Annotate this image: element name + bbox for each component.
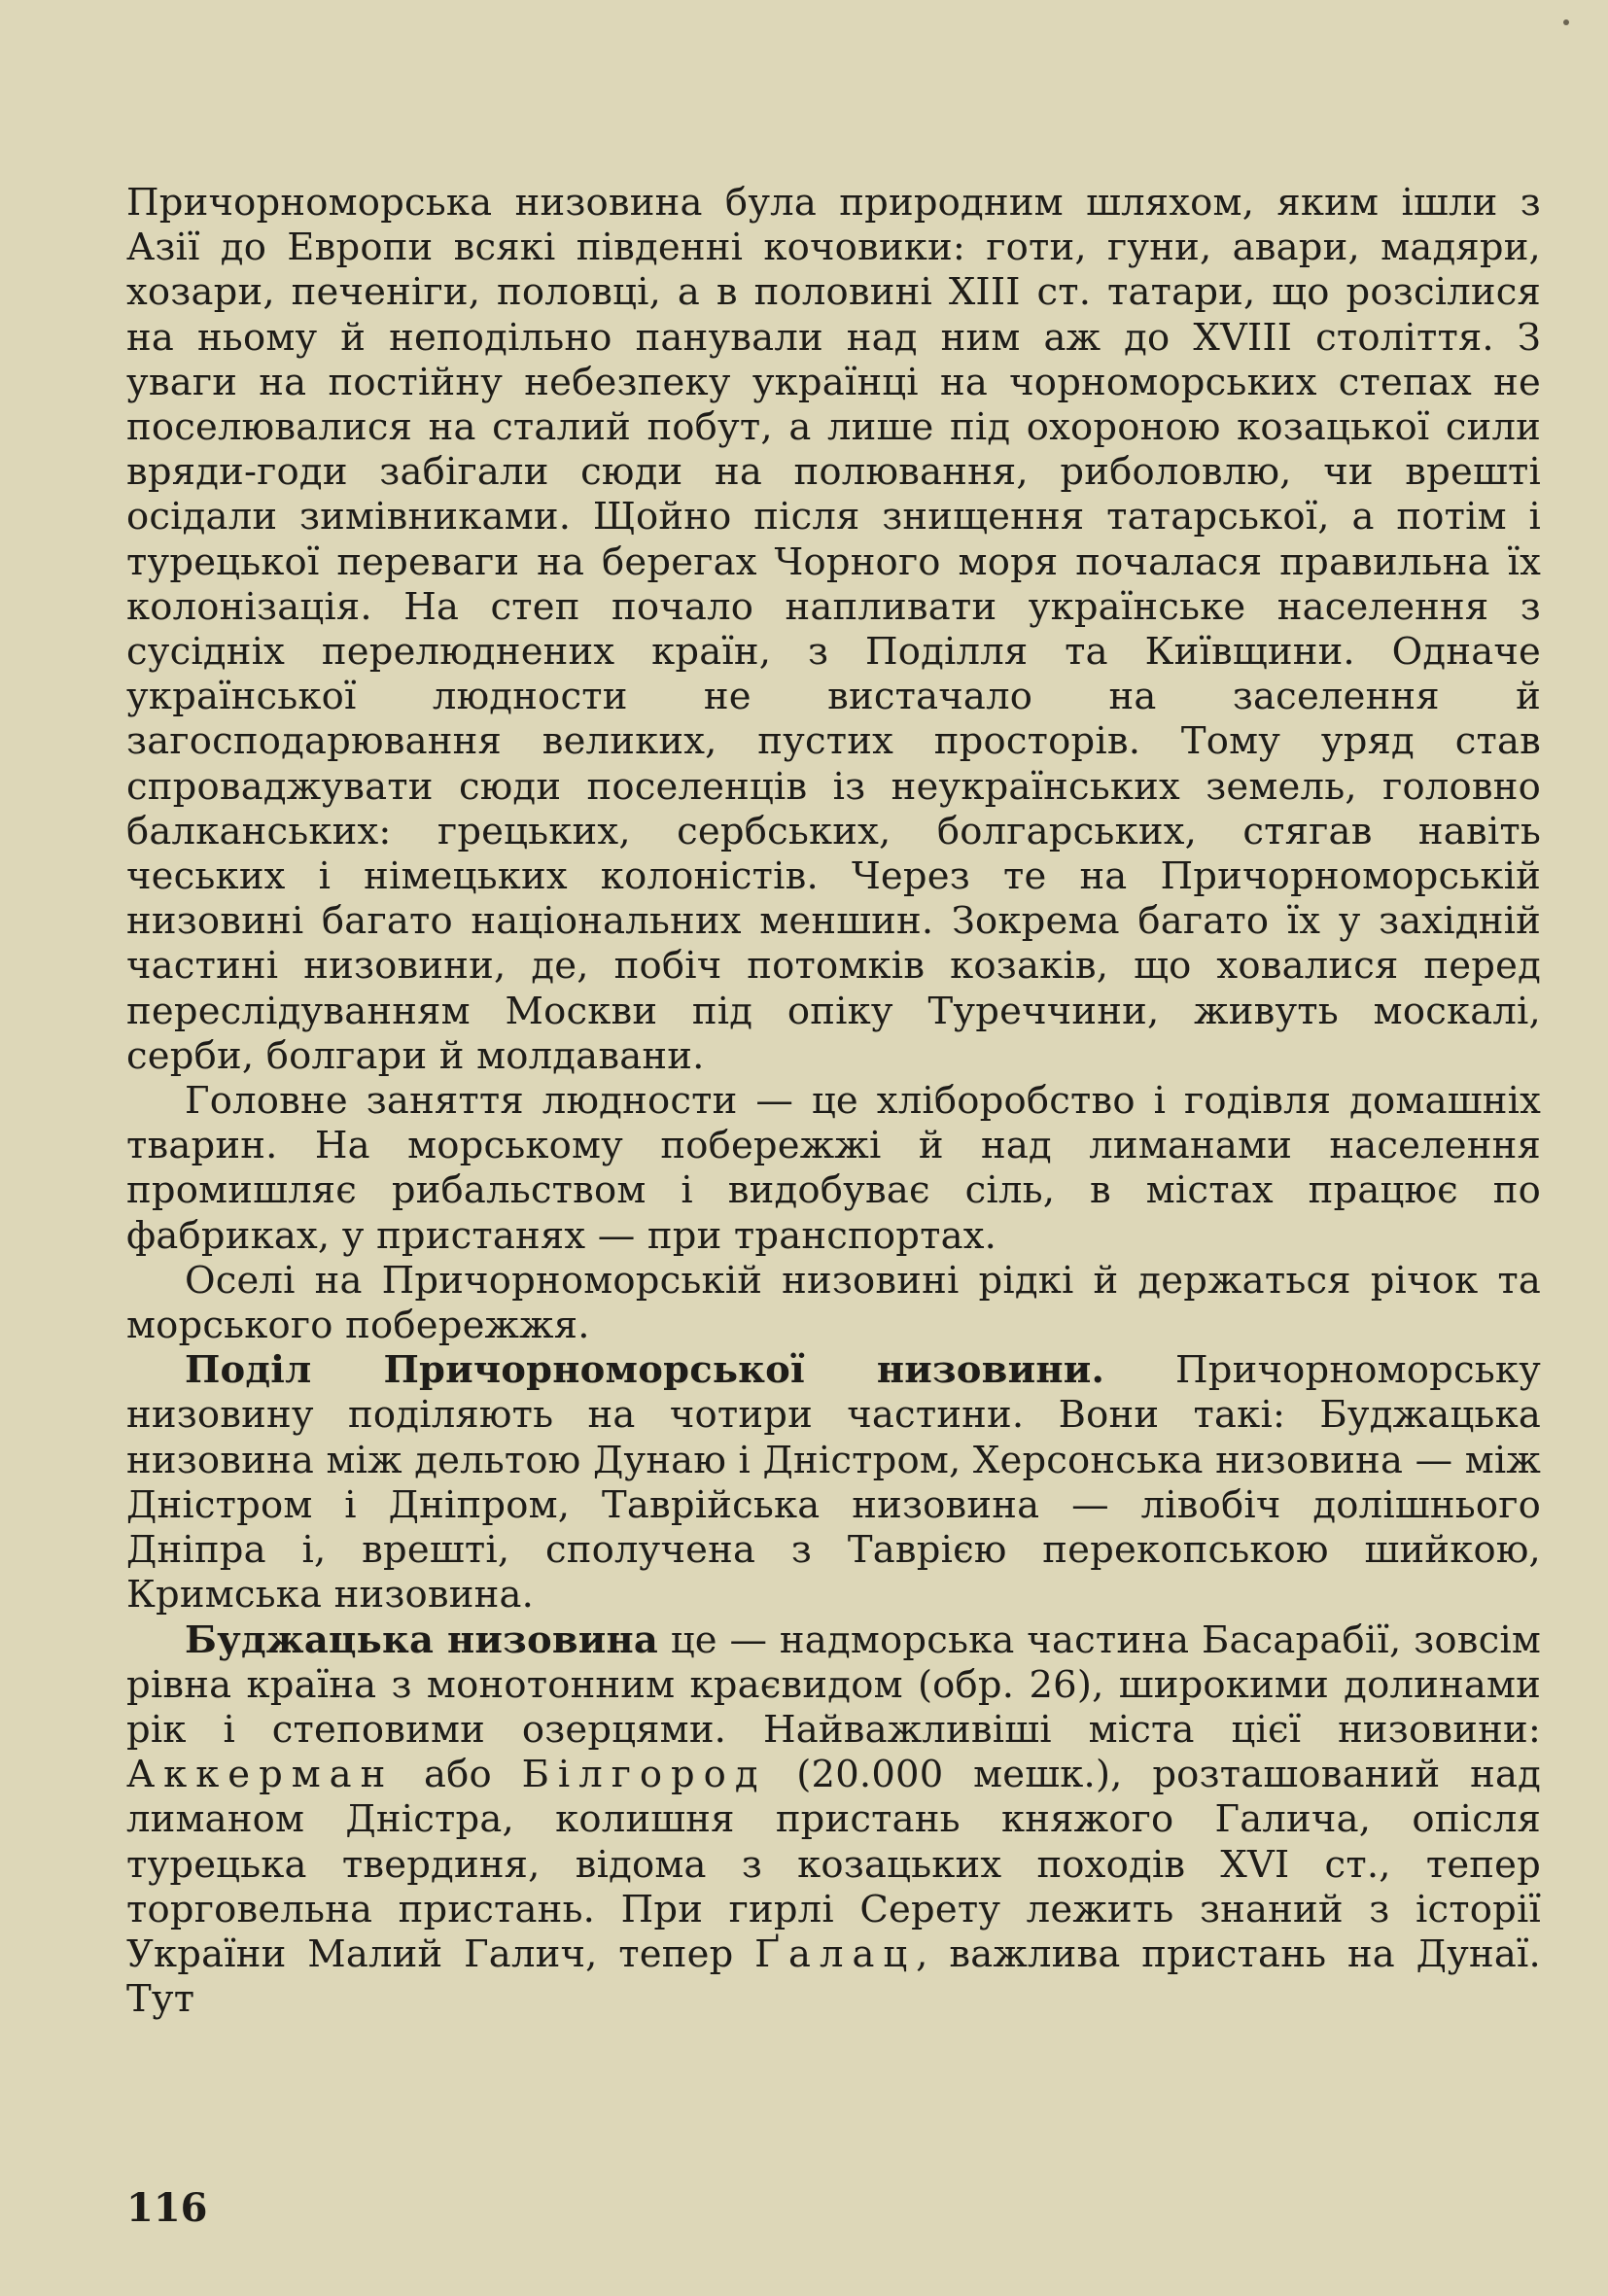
paragraph xyxy=(126,1079,1541,1259)
spaced-place-name: Білгород xyxy=(521,1753,767,1797)
page-body xyxy=(126,181,1541,2022)
spaced-place-name: Аккерман xyxy=(126,1753,395,1797)
paragraph-text: це — надморська частина Басарабії, зовсім рівна країна з монотонним краєвидом (обр. 26), широкими долинами рік і степовими озерцями. Найважливіші міста цієї низовини: xyxy=(126,1618,1541,1752)
paragraph-text: Причорноморська низовина була природним шляхом, яким ішли з Азії до Европи всякі південні кочовики: готи, гуни, авари, мадяри, хозари, печеніги, половці, а в половині XIII ст. татари, що розсілися на ньому й неподільно панували над ним аж до XVIII століття. З уваги на постійну небезпеку українці на чорноморських степах не поселювалися на сталий побут, а лише під охороною козацької сили вряди-годи забігали сюди на полювання, риболовлю, чи врешті осідали зимівниками. Щойно після знищення татарської, а потім і турецької переваги на берегах Чорного моря почалася правильна їх колонізація. На степ почало напливати українське населення з сусідніх перелюднених країн, з Поділля та Київщини. Одначе української людности не вистачало на заселення й загосподарювання великих, пустих просторів. Тому уряд став спроваджувати сюди поселенців із неукраїнських земель, головно балканських: грецьких, сербських, болгарських, стягав навіть чеських і німецьких колоністів. Через те на Причорноморській низовині багато національних меншин. Зокрема багато їх у західній частині низовини, де, побіч потомків козаків, що ховалися перед переслідуванням Москви під опіку Туреччини, живуть москалі, серби, болгари й молдавани. xyxy=(126,181,1541,1078)
paragraph-text: , важлива пристань на Дунаї. Тут xyxy=(126,1931,1541,2022)
paragraph-text: Причорноморську низовину поділяють на чотири частини. Вони такі: Буджацька низовина між дельтою Дунаю і Дністром, Херсонська низовина — між Дністром і Дніпром, Таврійська низовина — лівобіч долішнього Дніпра і, врешті, сполучена з Таврією перекопською шийкою, Кримська низовина. xyxy=(126,1348,1542,1618)
paragraph-text: Оселі на Причорноморській низовині рідкі й держаться річок та морського побережжя. xyxy=(126,1258,1541,1348)
paragraph xyxy=(126,1618,1541,2023)
bold-heading-text: Поділ Причорноморської низовини. xyxy=(185,1348,1105,1393)
paragraph-text: або xyxy=(394,1753,522,1797)
paragraph-text: Головне заняття людности — це хліборобство і годівля домашніх тварин. На морському побережжі й над лиманами населення промишляє рибальством і видобуває сіль, в містах працює по фабриках, у пристанях — при транспортах. xyxy=(126,1079,1541,1258)
paragraph xyxy=(126,181,1541,1079)
page-speck xyxy=(1563,19,1569,25)
paragraph-text: (20.000 мешк.), розташований над лиманом Дністра, колишня пристань княжого Галича, опісля турецька твердиня, відома з козацьких походів XVI ст., тепер торговельна пристань. При гирлі Серету лежить знаний з історії України Малий Галич, тепер xyxy=(126,1753,1542,1976)
paragraph xyxy=(126,1259,1541,1348)
spaced-place-name: Ґалац xyxy=(754,1931,917,1976)
page-number: 116 xyxy=(126,2185,208,2231)
paragraph xyxy=(126,1348,1541,1618)
bold-heading-text: Буджацька низовина xyxy=(185,1618,659,1662)
